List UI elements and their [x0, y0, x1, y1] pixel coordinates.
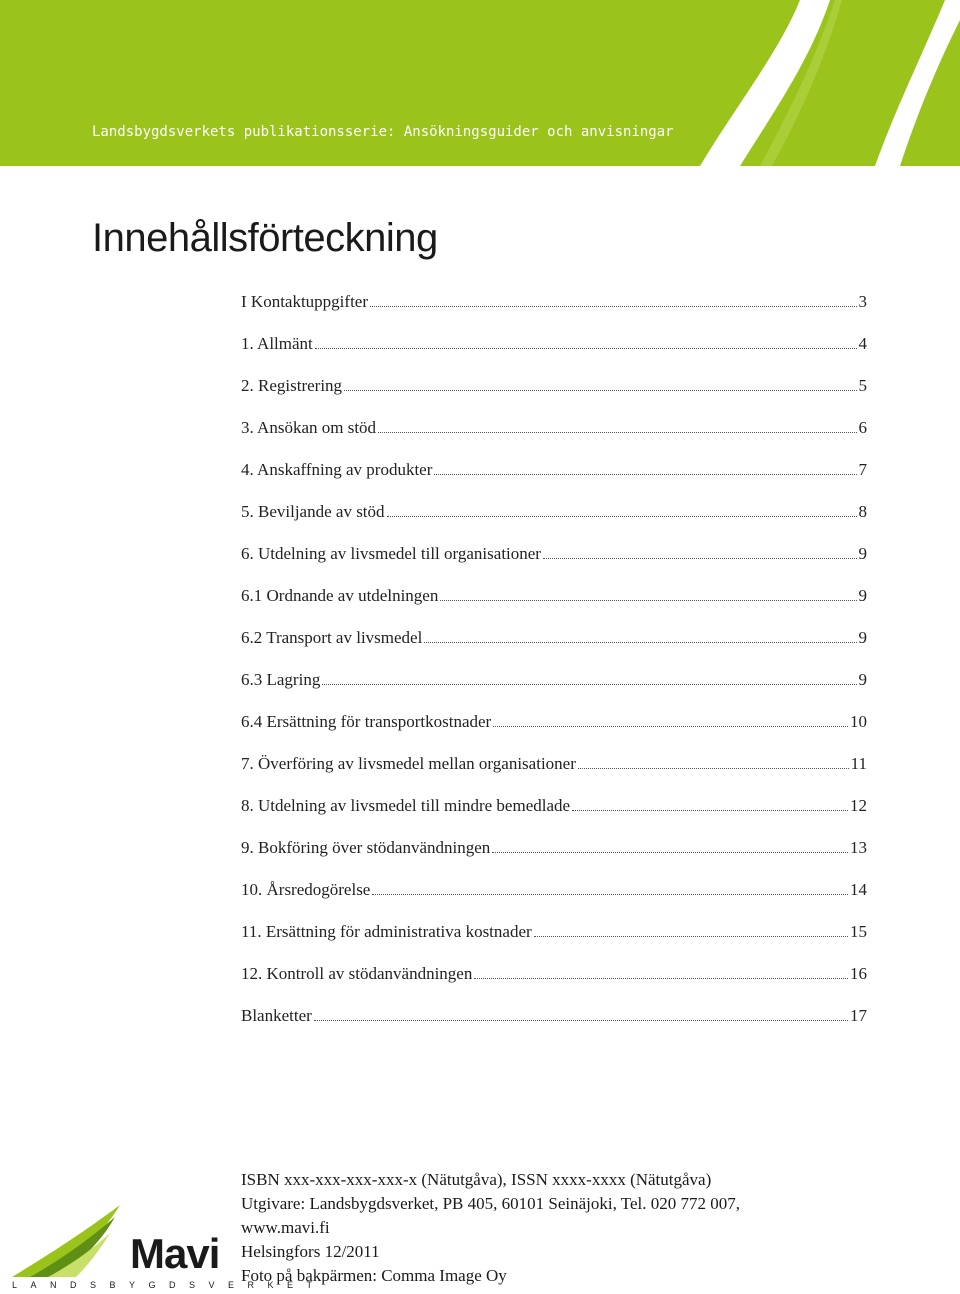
toc-entry-page: 9: [858, 628, 867, 647]
toc-entry-label: 12. Kontroll av stödanvändningen: [241, 964, 473, 983]
toc-entry-label: 5. Beviljande av stöd: [241, 502, 385, 521]
toc-leader-dots: [315, 348, 857, 349]
toc-entry[interactable]: [241, 922, 867, 948]
toc-entry-label: 4. Anskaffning av produkter: [241, 460, 433, 479]
logo-wordmark: Mavi: [130, 1230, 220, 1277]
toc-entry[interactable]: [241, 964, 867, 990]
toc-leader-dots: [534, 936, 848, 937]
toc-entry-page: 15: [850, 922, 867, 941]
toc-leader-dots: [344, 390, 856, 391]
toc-leader-dots: [474, 978, 848, 979]
toc-leader-dots: [543, 558, 857, 559]
toc-leader-dots: [424, 642, 856, 643]
logo-subtitle: LANDSBYGDSVERKET: [12, 1280, 326, 1290]
toc-entry[interactable]: [241, 628, 867, 654]
toc-entry-page: 12: [850, 796, 867, 815]
toc-entry-label: 11. Ersättning för administrativa kostnader: [241, 922, 532, 941]
toc-leader-dots: [372, 894, 848, 895]
toc-entry-page: 9: [858, 586, 867, 605]
isbn-line: ISBN xxx-xxx-xxx-xxx-x (Nätutgåva), ISSN xxxx-xxxx (Nätutgåva): [241, 1170, 712, 1189]
toc-leader-dots: [440, 600, 856, 601]
toc-leader-dots: [387, 516, 857, 517]
toc-entry[interactable]: [241, 1006, 867, 1032]
toc-entry-label: 6. Utdelning av livsmedel till organisationer: [241, 544, 541, 563]
toc-leader-dots: [378, 432, 856, 433]
toc-entry-page: 11: [850, 754, 867, 773]
toc-entry-label: 6.1 Ordnande av utdelningen: [241, 586, 439, 605]
toc-entry[interactable]: [241, 418, 867, 444]
toc-entry[interactable]: [241, 586, 867, 612]
toc-entry-page: 9: [858, 670, 867, 689]
toc-entry-page: 4: [858, 334, 867, 353]
toc-leader-dots: [578, 768, 849, 769]
toc-entry-label: I Kontaktuppgifter: [241, 292, 368, 311]
toc-entry-page: 10: [850, 712, 867, 731]
publication-series: Landsbygdsverkets publikationsserie: Ansökningsguider och anvisningar: [92, 124, 674, 140]
toc-entry[interactable]: [241, 292, 867, 318]
toc-entry-page: 14: [850, 880, 867, 899]
toc-entry[interactable]: [241, 670, 867, 696]
toc-leader-dots: [492, 852, 848, 853]
toc-entry[interactable]: [241, 376, 867, 402]
toc-leader-dots: [370, 306, 857, 307]
toc-entry[interactable]: [241, 796, 867, 822]
toc-entry-label: 7. Överföring av livsmedel mellan organisationer: [241, 754, 576, 773]
toc-entry[interactable]: [241, 502, 867, 528]
toc-entry-page: 6: [858, 418, 867, 437]
publisher-line: Utgivare: Landsbygdsverket, PB 405, 60101 Seinäjoki, Tel. 020 772 007,: [241, 1194, 741, 1213]
toc-leader-dots: [314, 1020, 848, 1021]
toc-leader-dots: [572, 810, 848, 811]
toc-entry-label: Blanketter: [241, 1006, 312, 1025]
toc-entry-label: 2. Registrering: [241, 376, 343, 395]
photo-credit-line: Foto på bakpärmen: Comma Image Oy: [241, 1266, 507, 1285]
table-of-contents: [241, 292, 867, 1048]
toc-entry[interactable]: [241, 880, 867, 906]
page-title: Innehållsförteckning: [92, 216, 438, 260]
toc-entry-label: 1. Allmänt: [241, 334, 313, 353]
header-banner: [0, 0, 960, 166]
toc-entry-page: 3: [858, 292, 867, 311]
toc-entry-label: 9. Bokföring över stödanvändningen: [241, 838, 491, 857]
toc-leader-dots: [322, 684, 856, 685]
toc-entry[interactable]: [241, 838, 867, 864]
website-link[interactable]: www.mavi.fi: [241, 1218, 330, 1237]
leaf-decoration-icon: [0, 0, 960, 166]
toc-leader-dots: [434, 474, 856, 475]
toc-entry-page: 16: [850, 964, 867, 983]
toc-entry-page: 5: [858, 376, 867, 395]
toc-entry-page: 8: [858, 502, 867, 521]
place-date-line: Helsingfors 12/2011: [241, 1242, 380, 1261]
toc-entry-label: 8. Utdelning av livsmedel till mindre bemedlade: [241, 796, 571, 815]
toc-entry[interactable]: [241, 544, 867, 570]
toc-entry[interactable]: [241, 712, 867, 738]
toc-entry-label: 10. Årsredogörelse: [241, 880, 371, 899]
toc-entry-page: 7: [858, 460, 867, 479]
toc-entry-page: 17: [850, 1006, 867, 1025]
toc-entry-page: 13: [850, 838, 867, 857]
toc-leader-dots: [493, 726, 848, 727]
toc-entry-page: 9: [858, 544, 867, 563]
toc-entry[interactable]: [241, 334, 867, 360]
toc-entry-label: 6.3 Lagring: [241, 670, 321, 689]
toc-entry-label: 6.4 Ersättning för transportkostnader: [241, 712, 492, 731]
imprint: [241, 1168, 740, 1288]
toc-entry[interactable]: [241, 754, 867, 780]
toc-entry[interactable]: [241, 460, 867, 486]
toc-entry-label: 3. Ansökan om stöd: [241, 418, 377, 437]
toc-entry-label: 6.2 Transport av livsmedel: [241, 628, 423, 647]
